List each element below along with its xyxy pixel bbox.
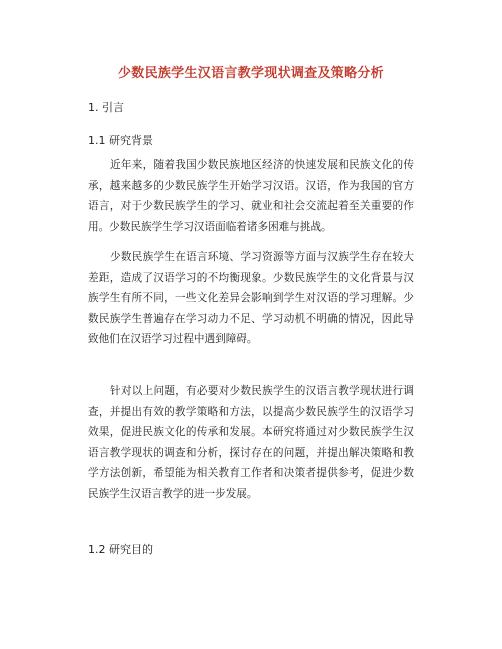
paragraph-background-3: 针对以上问题，有必要对少数民族学生的汉语言教学现状进行调查，并提出有效的教学策略和方法，以提高少数民族学生的汉语学习效果，促进民族文化的传承和发展。本研究将通过对少数民族学生汉语言教学现状的调查和分析，探讨存在的问题，并提出解决策略和教学方法创新，希望能为相关教育工作者和决策者提供参考，促进少数民族学生汉语言教学的进一步发展。 xyxy=(88,385,414,500)
section-heading-research-background: 1.1 研究背景 xyxy=(88,134,153,147)
section-heading-introduction: 1. 引言 xyxy=(88,101,124,114)
paragraph-background-1: 近年来，随着我国少数民族地区经济的快速发展和民族文化的传承，越来越多的少数民族学生开始学习汉语。汉语，作为我国的官方语言，对于少数民族学生的学习、就业和社会交流起着至关重要的作用。少数民族学生学习汉语面临着诸多困难与挑战。 xyxy=(88,159,414,233)
document-title: 少数民族学生汉语言教学现状调查及策略分析 xyxy=(117,66,384,81)
section-heading-research-purpose: 1.2 研究目的 xyxy=(88,543,153,556)
paragraph-background-2: 少数民族学生在语言环境、学习资源等方面与汉族学生存在较大差距，造成了汉语学习的不均衡现象。少数民族学生的文化背景与汉族学生有所不同，一些文化差异会影响到学生对汉语的学习理解。少数民族学生普遍存在学习动力不足、学习动机不明确的情况，因此导致他们在汉语学习过程中遇到障碍。 xyxy=(88,251,414,345)
